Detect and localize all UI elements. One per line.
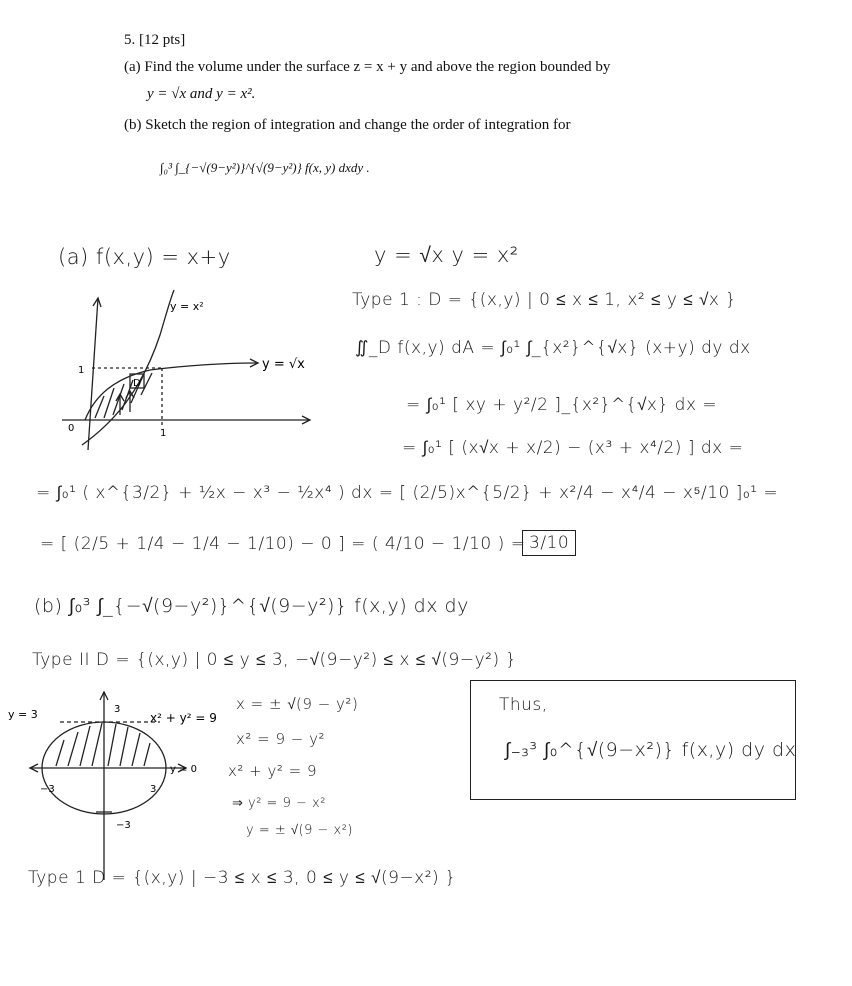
thus-integral: ∫₋₃³ ∫₀^{√(9−x²)} f(x,y) dy dx — [505, 739, 797, 761]
solution-a-function: (a) f(x,y) = x+y — [58, 245, 231, 269]
part-b-statement: (b) Sketch the region of integration and change the order of integration for — [124, 117, 571, 133]
part-a-curves: y = √x and y = x². — [147, 86, 256, 102]
solution-a-line4: = ∫₀¹ ( x^{3/2} + ½x − x³ − ½x⁴ ) dx = [ (2/5)x^{5/2} + x²/4 − x⁴/4 − x⁵/10 ]₀¹ = — [36, 483, 779, 503]
graph-a-label-sqrt-x: y = √x — [262, 357, 305, 372]
solution-a-line2: = ∫₀¹ [ xy + y²/2 ]_{x²}^{√x} dx = — [406, 395, 718, 415]
graph-b-label-y0: y = 0 — [170, 764, 198, 775]
solution-b-step-1: x = ± √(9 − y²) — [236, 695, 359, 713]
solution-a-curves: y = √x y = x² — [374, 243, 519, 267]
given-integral: ∫₀³ ∫_{−√(9−y²)}^{√(9−y²)} f(x, y) dxdy . — [160, 160, 370, 175]
solution-b-step-3: x² + y² = 9 — [228, 762, 318, 780]
graph-a-label-origin: 0 — [68, 423, 75, 434]
graph-a-label-region-d: D — [133, 378, 141, 389]
graph-a-label-one-y: 1 — [78, 365, 85, 376]
graph-a-label-one-x: 1 — [160, 428, 167, 439]
solution-a-type1: Type 1 : D = {(x,y) | 0 ≤ x ≤ 1, x² ≤ y ≤ √x } — [352, 290, 737, 310]
solution-a-answer-box: 3/10 — [522, 530, 576, 556]
solution-a-line1: ∬_D f(x,y) dA = ∫₀¹ ∫_{x²}^{√x} (x+y) dy dx — [355, 338, 751, 358]
solution-b-type2: Type II D = {(x,y) | 0 ≤ y ≤ 3, −√(9−y²) ≤ x ≤ √(9−y²) } — [32, 650, 517, 670]
graph-b-label-circle: x² + y² = 9 — [150, 711, 217, 725]
graph-a-y-axis — [88, 298, 98, 450]
graph-a-label-x-squared: y = x² — [170, 300, 204, 313]
solution-b-step-5: y = ± √(9 − x²) — [246, 823, 353, 838]
graph-b-label-left: −3 — [40, 784, 55, 795]
graph-b-label-bottom: −3 — [116, 820, 131, 831]
solution-a-line5: = [ (2/5 + 1/4 − 1/4 − 1/10) − 0 ] = ( 4/10 − 1/10 ) = — [40, 534, 526, 554]
thus-label: Thus, — [499, 695, 548, 715]
problem-header: 5. [12 pts] — [124, 32, 186, 48]
solution-b-step-4: ⇒ y² = 9 − x² — [232, 796, 326, 811]
graph-b-label-y3: y = 3 — [8, 708, 38, 721]
graph-b-label-top: 3 — [114, 704, 121, 715]
graph-b-label-right: 3 — [150, 784, 157, 795]
solution-a-line3: = ∫₀¹ [ (x√x + x/2) − (x³ + x⁴/2) ] dx = — [402, 438, 744, 458]
thus-box — [470, 680, 796, 800]
solution-b-step-2: x² = 9 − y² — [236, 730, 326, 748]
curve-y-equals-sqrt-x — [85, 363, 258, 420]
solution-b-integral: (b) ∫₀³ ∫_{−√(9−y²)}^{√(9−y²)} f(x,y) dx dy — [34, 595, 469, 617]
part-a-statement: (a) Find the volume under the surface z = x + y and above the region bounded by — [124, 59, 611, 75]
solution-b-type1: Type 1 D = {(x,y) | −3 ≤ x ≤ 3, 0 ≤ y ≤ √(9−x²) } — [28, 868, 457, 888]
